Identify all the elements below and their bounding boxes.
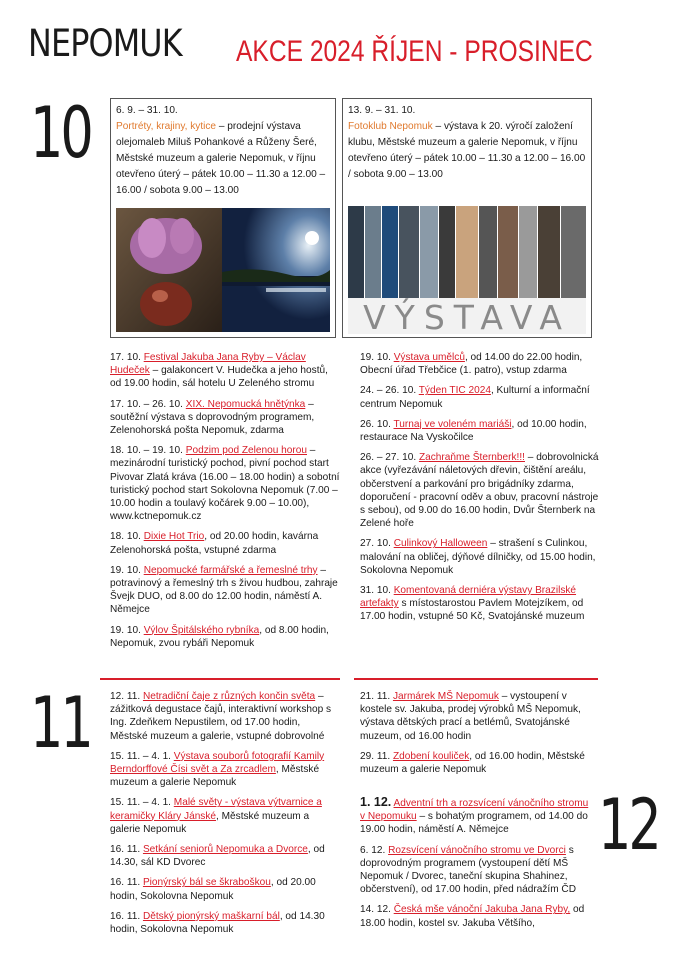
event-item: 15. 11. – 4. 1. Výstava souborů fotografií Kamily Berndorffové Čísi svět a Za zrcadlem, Městské muzeum a galerie Nepomuk xyxy=(110,750,325,789)
event-item: 15. 11. – 4. 1. Malé světy - výstava výtvarnice a keramičky Kláry Jánské, Městské muzeum a galerie Nepomuk xyxy=(110,797,322,835)
event-item: 16. 11. Dětský pionýrský maškarní bál, od 14.30 hodin, Sokolovna Nepomuk xyxy=(110,910,325,936)
page-subtitle: AKCE 2024 ŘÍJEN - PROSINEC xyxy=(236,35,593,68)
event-item: 29. 11. Zdobení kouliček, od 16.00 hodin, Městské muzeum a galerie Nepomuk xyxy=(360,750,585,776)
event-item: 19. 10. Nepomucké farmářské a řemeslné trhy – potravinový a řemeslný trh s živou hudbou, zahraje Švejk DUO, od 8.00 do 12.00 hodin, náměstí A. Němejce xyxy=(110,564,338,616)
photoclub-image xyxy=(348,206,586,334)
section-divider-left xyxy=(100,678,340,680)
event-text: – výstava k 20. výročí založení klubu, Městské muzeum a galerie Nepomuk, v říjnu otevřeno úterý – pátek 10.00 – 11.30 a 12.00 – 16.00 / sobota 9.00 – 13.00 xyxy=(348,121,586,180)
event-text: – prodejní výstava olejomaleb Miluš Pohankové a Růženy Šeré, Městské muzeum a galerie Nepomuk, v říjnu otevřeno úterý – pátek 10.00 – 11.30 a 12.00 – 16.00 / sobota 9.00 – 13.00 xyxy=(116,121,326,196)
event-item: 31. 10. Komentovaná derniéra výstavy Brazilské artefakty s místostarostou Pavlem Motejzíkem, od 17.00 hodin, vstupné 50 Kč, Svatojánské muzeum xyxy=(360,585,585,623)
event-item: 27. 10. Culinkový Halloween – strašení s Culinkou, malování na obličej, dýňové dílničky, od 15.00 hodin, Sokolovna Nepomuk xyxy=(360,538,596,576)
event-title[interactable]: Portréty, krajiny, kytice xyxy=(116,121,217,132)
october-events-left xyxy=(110,351,340,657)
event-item: 18. 10. Dixie Hot Trio, od 20.00 hodin, kavárna Zelenohorská pošta, vstupné zdarma xyxy=(110,531,319,556)
event-item: 6. 12. Rozsvícení vánočního stromu ve Dvorci s doprovodným programem (vystoupení dětí MŠ Nepomuk / Dvorec, taneční skupina Shahinez, občerstvení), od 17.00 hodin, před nádražím ČD xyxy=(360,844,577,896)
month-number-november: 11 xyxy=(30,682,91,764)
event-item: 16. 11. Setkání seniorů Nepomuka a Dvorce, od 14.30, sál KD Dvorec xyxy=(110,844,325,869)
event-item: 16. 11. Pionýrský bál se škraboškou, od 20.00 hodin, Sokolovna Nepomuk xyxy=(110,877,316,902)
section-divider-right xyxy=(354,678,598,680)
page-title: NEPOMUK xyxy=(28,22,182,65)
event-item: 19. 10. Výlov Špitálského rybníka, od 8.00 hodin, Nepomuk, zvou rybáři Nepomuk xyxy=(110,624,329,649)
october-events-right xyxy=(360,351,600,631)
event-item: 17. 10. – 26. 10. XIX. Nepomucká hnětýnka – soutěžní výstava s doprovodným programem, Zelenohorská pošta Nepomuk, zdarma xyxy=(110,398,315,437)
november-events-right xyxy=(360,690,600,783)
event-item: 21. 11. Jarmárek MŠ Nepomuk – vystoupení v kostele sv. Jakuba, prodej výrobků MŠ Nepomuk, výstava dětských prací a betlémů, Svatojánské muzeum, od 16.00 hodin xyxy=(360,691,581,742)
event-date: 13. 9. – 31. 10. xyxy=(348,105,416,116)
event-item: 26. 10. Turnaj ve voleném mariáši, od 10.00 hodin, restaurace Na Vyskočilce xyxy=(360,418,587,444)
event-item: 24. – 26. 10. Týden TIC 2024, Kulturní a informační centrum Nepomuk xyxy=(360,385,590,410)
november-events-left xyxy=(110,690,340,943)
exhibition-banner: VÝSTAVA xyxy=(363,298,571,334)
month-number-october: 10 xyxy=(30,92,91,174)
event-item: 17. 10. Festival Jakuba Jana Ryby – Václav Hudeček – galakoncert V. Hudečka a jeho hostů, od 19.00 hodin, sál hotelu U Zeleného stromu xyxy=(110,352,328,390)
december-events xyxy=(360,796,594,937)
event-item: 19. 10. Výstava umělců, od 14.00 do 22.00 hodin, Obecní úřad Třebčice (1. patro), vstup zdarma xyxy=(360,352,583,377)
event-item: 1. 12. Adventní trh a rozsvícení vánočního stromu v Nepomuku – s bohatým programem, od 14.00 do 19.00 hodin, náměstí A. Němejce xyxy=(360,795,589,836)
paintings-image xyxy=(116,208,330,332)
event-item: 26. – 27. 10. Zachraňme Šternberk!!! – dobrovolnická akce (vyřezávání náletových dřevin, čištění areálu, občerstvení a parkování pro brigádníky zdarma, doporučení - pracovní oděv a obuv, pracovní nástroje s sebou), od 9.00 do 16.00 hodin, Dvůr Šternberk na Zelené hoře xyxy=(360,452,599,530)
event-title[interactable]: Fotoklub Nepomuk xyxy=(348,121,433,132)
event-item: 14. 12. Česká mše vánoční Jakuba Jana Ryby, od 18.00 hodin, kostel sv. Jakuba Většího, xyxy=(360,904,585,929)
month-number-december: 12 xyxy=(598,784,659,866)
event-item: 18. 10. – 19. 10. Podzim pod Zelenou horou – mezinárodní turistický pochod, pivní pochod start Pivovar Zlatá kráva (16.00 – 18.00 hodin) a sobotní turistický pochod start Sokolovna Nepomuk (7.00 – 10.00 hodin a toulavý kočárek 9.00 – 10.00), www.kctnepomuk.cz xyxy=(110,445,340,523)
event-date: 6. 9. – 31. 10. xyxy=(116,105,178,116)
event-item: 12. 11. Netradiční čaje z různých končin světa – zážitková degustace čajů, interaktivní workshop s Ing. Zdeňkem Nepustilem, od 17.00 hodin, Městské muzeum a galerie, vstupné dobrovolné xyxy=(110,691,332,742)
